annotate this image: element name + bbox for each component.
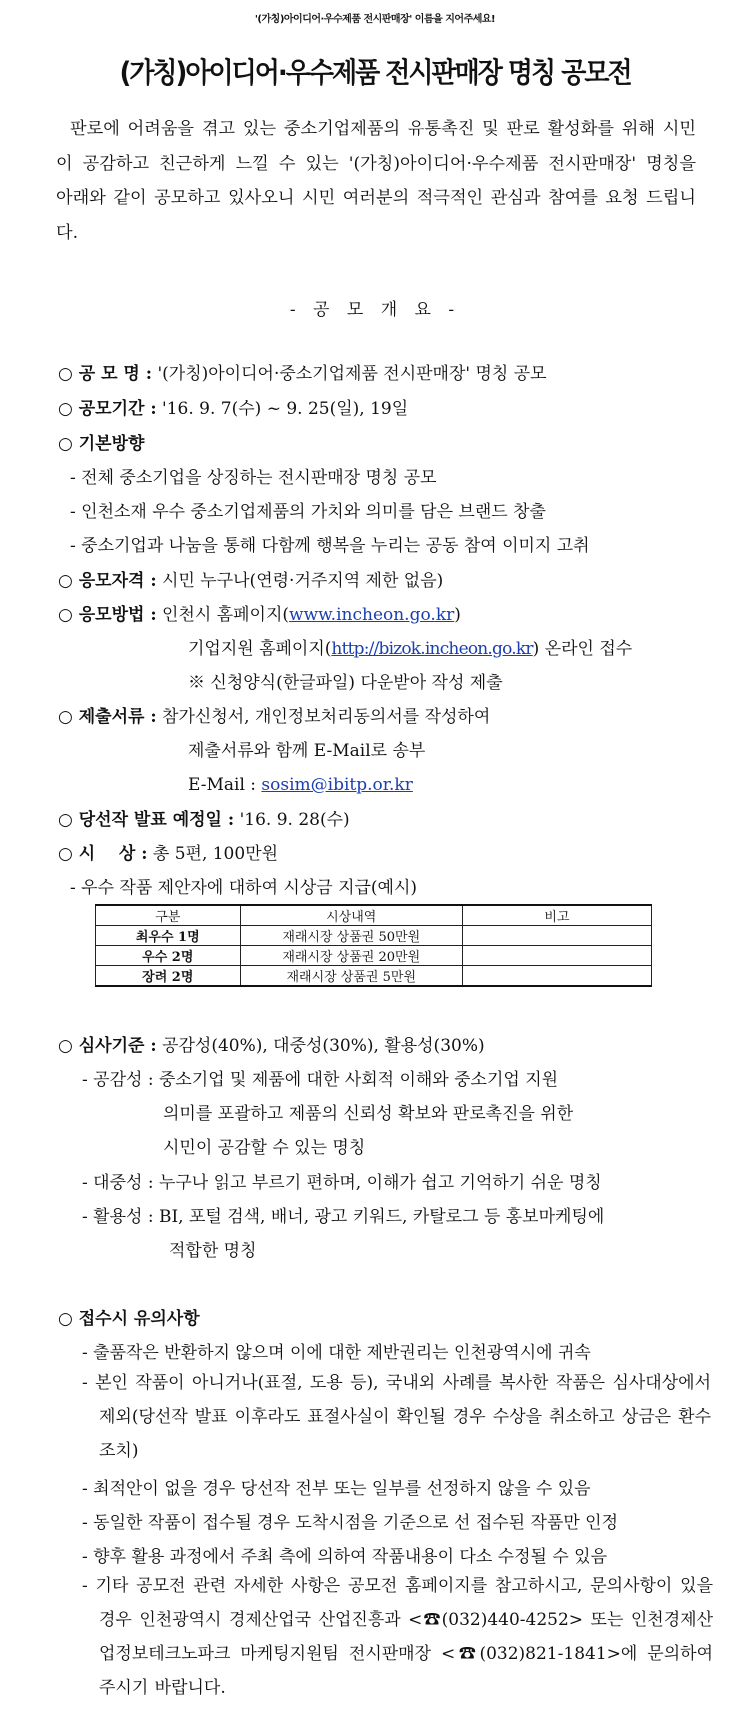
direction-item: - 인천소재 우수 중소기업제품의 가치와 의미를 담은 브랜드 창출 [70, 502, 546, 522]
contest-period-label: ○ 공모기간 : [58, 399, 157, 419]
table-header: 비고 [462, 905, 651, 926]
note-item: - 최적안이 없을 경우 당선작 전부 또는 일부를 선정하지 않을 수 있음 [82, 1479, 591, 1499]
direction-label: ○ 기본방향 [58, 434, 145, 454]
criteria-item: 적합한 명칭 [169, 1241, 257, 1261]
docs-text: 제출서류와 함께 E-Mail로 송부 [188, 741, 426, 761]
announce-value: '16. 9. 28(수) [239, 810, 350, 830]
notes-label: ○ 접수시 유의사항 [58, 1309, 200, 1329]
contest-name-row [58, 362, 547, 386]
method-row [58, 603, 461, 627]
announce-row [58, 808, 350, 832]
table-cell [462, 946, 651, 966]
incheon-homepage-link[interactable]: www.incheon.go.kr [289, 605, 455, 625]
criteria-label: ○ 심사기준 : [58, 1036, 157, 1056]
announce-label: ○ 당선작 발표 예정일 : [58, 810, 235, 830]
email-link[interactable]: sosim@ibitp.or.kr [261, 775, 413, 795]
prize-value: 총 5편, 100만원 [152, 844, 279, 864]
table-cell: 우수 2명 [96, 946, 241, 966]
docs-text: 참가신청서, 개인정보처리동의서를 작성하여 [162, 707, 491, 727]
contest-name-label: ○ 공 모 명 : [58, 364, 153, 384]
section-header: - 공 모 개 요 - [289, 300, 461, 320]
table-cell: 장려 2명 [96, 966, 241, 987]
criteria-item: - 대중성 : 누구나 읽고 부르기 편하며, 이해가 쉽고 기억하기 쉬운 명칭 [82, 1173, 602, 1193]
note-item: - 본인 작품이 아니거나(표절, 도용 등), 국내외 사례를 복사한 작품은 심사대상에서 제외(당선작 발표 이후라도 표절사실이 확인될 경우 수상을 취소하고 상금은 환수 조치) [82, 1373, 711, 1461]
bizok-homepage-link[interactable]: http://bizok.incheon.go.kr [331, 639, 533, 659]
note-item: - 동일한 작품이 접수될 경우 도착시점을 기준으로 선 접수된 작품만 인정 [82, 1513, 619, 1533]
prize-row [58, 842, 278, 866]
criteria-row [58, 1034, 485, 1058]
method-text: ) 온라인 접수 [532, 639, 633, 659]
criteria-item: 시민이 공감할 수 있는 명칭 [163, 1138, 366, 1158]
prize-table [95, 904, 652, 987]
table-row [96, 926, 652, 946]
eligibility-value: 시민 누구나(연령·거주지역 제한 없음) [162, 571, 444, 591]
email-label: E-Mail : [188, 775, 262, 795]
prize-label: ○ 시 상 : [58, 844, 148, 864]
eligibility-row [58, 569, 443, 593]
method-text: 인천시 홈페이지( [162, 605, 290, 625]
table-cell: 재래시장 상품권 20만원 [240, 946, 462, 966]
table-row [96, 946, 652, 966]
method-label: ○ 응모방법 : [58, 605, 157, 625]
direction-item: - 중소기업과 나눔을 통해 다함께 행복을 누리는 공동 참여 이미지 고취 [70, 536, 590, 556]
criteria-item: - 활용성 : BI, 포털 검색, 배너, 광고 키워드, 카탈로그 등 홍보마케팅에 [82, 1207, 605, 1227]
direction-item: - 전체 중소기업을 상징하는 전시판매장 명칭 공모 [70, 468, 437, 488]
contest-period-row [58, 397, 408, 421]
table-cell [462, 966, 651, 987]
docs-email-row [188, 773, 413, 797]
eligibility-label: ○ 응모자격 : [58, 571, 157, 591]
table-row [96, 966, 652, 987]
notice-title: (가칭)아이디어·우수제품 전시판매장 명칭 공모전 [119, 56, 631, 90]
notice-subtitle: '(가칭)아이디어·우수제품 전시판매장' 이름을 지어주세요! [254, 14, 496, 25]
table-header: 시상내역 [240, 905, 462, 926]
criteria-item: 의미를 포괄하고 제품의 신뢰성 확보와 판로촉진을 위한 [163, 1104, 574, 1124]
criteria-item: - 공감성 : 중소기업 및 제품에 대한 사회적 이해와 중소기업 지원 [82, 1070, 559, 1090]
note-item: - 출품작은 반환하지 않으며 이에 대한 제반권리는 인천광역시에 귀속 [82, 1343, 591, 1363]
note-item: - 향후 활용 과정에서 주최 측에 의하여 작품내용이 다소 수정될 수 있음 [82, 1547, 608, 1567]
table-cell: 최우수 1명 [96, 926, 241, 946]
method-line [188, 637, 632, 661]
table-cell: 재래시장 상품권 5만원 [240, 966, 462, 987]
contest-name-value: '(가칭)아이디어·중소기업제품 전시판매장' 명칭 공모 [157, 364, 547, 384]
intro-paragraph: 판로에 어려움을 겪고 있는 중소기업제품의 유통촉진 및 판로 활성화를 위해 시민이 공감하고 친근하게 느낄 수 있는 '(가칭)아이디어·우수제품 전시판매장' 명칭을 아래와 같이 공모하고 있사오니 시민 여러분의 적극적인 관심과 참여를 요청 드립니다. [56, 119, 696, 243]
table-header-row [96, 905, 652, 926]
table-header: 구분 [96, 905, 241, 926]
docs-label: ○ 제출서류 : [58, 707, 157, 727]
prize-note: - 우수 작품 제안자에 대하여 시상금 지급(예시) [70, 878, 418, 898]
contest-period-value: '16. 9. 7(수) ~ 9. 25(일), 19일 [162, 399, 409, 419]
method-note: ※ 신청양식(한글파일) 다운받아 작성 제출 [188, 673, 503, 693]
table-cell: 재래시장 상품권 50만원 [240, 926, 462, 946]
method-text: 기업지원 홈페이지( [188, 639, 332, 659]
method-text: ) [454, 605, 461, 625]
criteria-value: 공감성(40%), 대중성(30%), 활용성(30%) [162, 1036, 485, 1056]
docs-row [58, 705, 490, 729]
note-item: - 기타 공모전 관련 자세한 사항은 공모전 홈페이지를 참고하시고, 문의사항이 있을 경우 인천광역시 경제산업국 산업진흥과 <☎(032)440-4252> 또는 인천경제산업정보테크노파크 마케팅지원팀 전시판매장 <☎(032)821-1841>에 문의하여 주시기 바랍니다. [82, 1576, 713, 1698]
table-cell [462, 926, 651, 946]
